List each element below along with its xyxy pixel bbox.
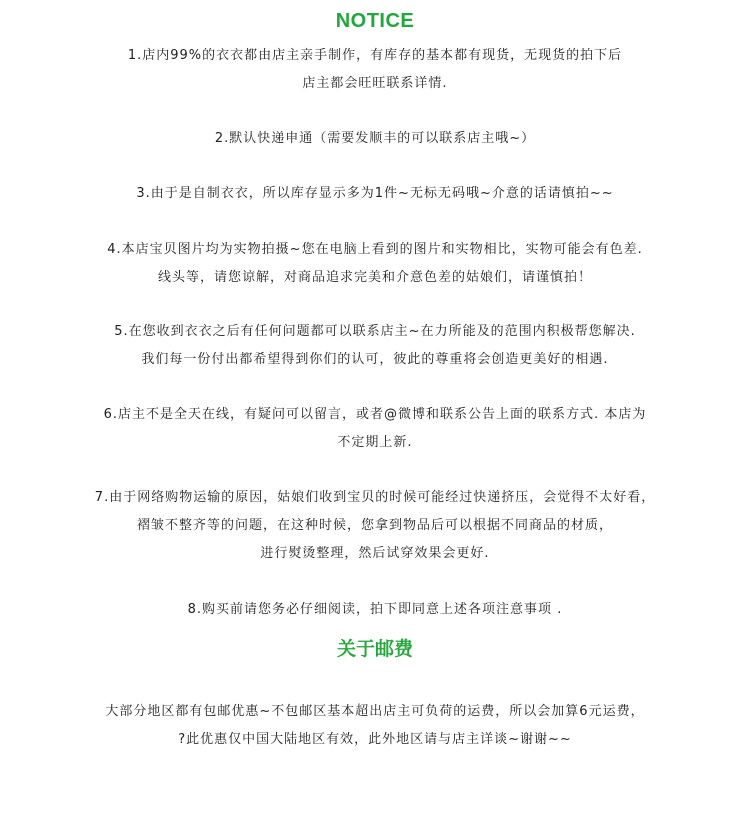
notice-item-1-line-1: 1.店内99%的衣衣都由店主亲手制作，有库存的基本都有现货，无现货的拍下后 — [127, 48, 623, 63]
notice-item-7-line-2: 褶皱不整齐等的问题，在这种时候，您拿到物品后可以根据不同商品的材质， — [136, 518, 613, 533]
notice-item-1-line-2: 店主都会旺旺联系详情. — [302, 76, 448, 91]
notice-item-3-line-1: 3.由于是自制衣衣，所以库存显示多为1件~无标无码哦~介意的话请慎拍~~ — [136, 186, 614, 201]
notice-item-7 — [0, 484, 750, 568]
notice-title: NOTICE — [335, 10, 415, 32]
notice-item-6-line-2: 不定期上新. — [337, 435, 413, 450]
notice-item-5-line-2: 我们每一份付出都希望得到你们的认可，彼此的尊重将会创造更美好的相遇. — [141, 352, 609, 367]
notice-item-4-line-1: 4.本店宝贝图片均为实物拍摄~您在电脑上看到的图片和实物相比，实物可能会有色差. — [107, 242, 643, 257]
notice-item-5 — [0, 318, 750, 374]
notice-item-7-line-3: 进行熨烫整理，然后试穿效果会更好. — [260, 546, 490, 561]
shipping-line-1: 大部分地区都有包邮优惠~不包邮区基本超出店主可负荷的运费，所以会加算6元运费， — [105, 704, 645, 719]
notice-item-1 — [0, 42, 750, 98]
shipping-title: 关于邮费 — [336, 638, 413, 660]
notice-item-3 — [0, 180, 750, 208]
notice-item-6 — [0, 401, 750, 457]
notice-item-7-line-1: 7.由于网络购物运输的原因，姑娘们收到宝贝的时候可能经过快递挤压，会觉得不太好看， — [94, 490, 656, 505]
notice-item-2 — [0, 125, 750, 153]
notice-item-4-line-2: 线头等，请您谅解，对商品追求完美和介意色差的姑娘们，请谨慎拍！ — [157, 270, 592, 285]
notice-item-5-line-1: 5.在您收到衣衣之后有任何问题都可以联系店主~在力所能及的范围内积极帮您解决. — [114, 324, 636, 339]
notice-item-8-line-1: 8.购买前请您务必仔细阅读，拍下即同意上述各项注意事项 . — [187, 602, 563, 617]
shipping-text — [0, 698, 750, 754]
shipping-line-2: ?此优惠仅中国大陆地区有效，此外地区请与店主详谈~谢谢~~ — [178, 732, 572, 747]
notice-item-4 — [0, 236, 750, 292]
notice-item-6-line-1: 6.店主不是全天在线，有疑问可以留言，或者@微博和联系公告上面的联系方式. 本店为 — [103, 407, 647, 422]
notice-item-8 — [0, 596, 750, 624]
notice-item-2-line-1: 2.默认快递申通（需要发顺丰的可以联系店主哦~） — [214, 131, 536, 146]
